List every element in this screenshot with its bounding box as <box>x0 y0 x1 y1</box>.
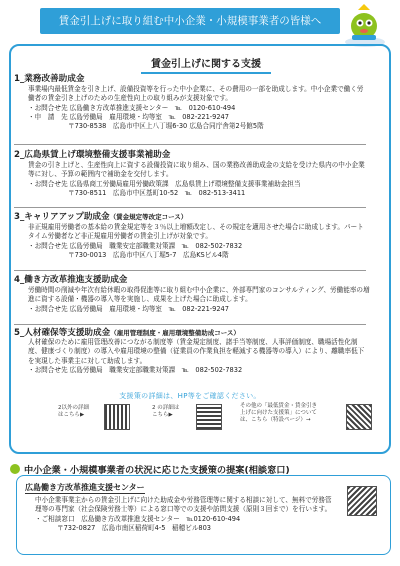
section-title-text: 3_キャリアアップ助成金 <box>14 212 110 222</box>
qr-code-2[interactable] <box>196 404 222 430</box>
center-name: 広島働き方改革推進支援センター <box>25 483 145 492</box>
section-business-improvement <box>14 72 370 131</box>
section-body <box>28 161 370 198</box>
section-work-style-reform <box>14 273 370 314</box>
qr-label: 2 の詳細は こちら▶ <box>152 405 180 418</box>
consultation-box <box>16 475 391 555</box>
qr-label: 2以外の詳細 はこちら▶ <box>58 405 89 418</box>
divider <box>14 207 366 208</box>
section-description: 人材確保のために雇用管理改善につながる制度等（賃金規定制度、諸手当等制度、人事評価制度、職場活性化制度、健康づくり制度）の導入や雇用環境の整備（従業員の作業負担を軽減する機器等の導入）により、離職率低下を実現した事業主に対して助成します。 <box>28 338 365 365</box>
section-hiroshima-subsidy <box>14 148 370 198</box>
section-title: 4_働き方改革推進支援助成金 <box>14 275 128 285</box>
page-title: 賃金引上げに関する支援 <box>141 55 271 74</box>
contact-line: ・お問合せ先 広島県商工労働局雇用労働政策課 広島県賃上げ環境整備支援事業補助金担当 <box>28 179 301 188</box>
divider <box>14 144 366 145</box>
section-title-text: 5_人材確保等支援助成金 <box>14 328 111 338</box>
divider <box>14 324 366 325</box>
header-banner: 賃金引上げに取り組む中小企業・小規模事業者の皆様へ <box>40 8 340 34</box>
qr-code-1[interactable] <box>104 404 130 430</box>
section-title: 1_業務改善助成金 <box>14 74 85 84</box>
section-body <box>28 223 370 260</box>
details-note: 支援策の詳細は、HP等をご確認ください。 <box>119 392 261 400</box>
qr-code-3[interactable] <box>346 404 372 430</box>
mascot-icon <box>340 4 390 48</box>
contact-line: ・お問合せ先 広島働き方改革推進支援センター ℡ 0120-610-494 <box>28 103 236 112</box>
qr-code-4[interactable] <box>347 486 377 516</box>
contact-line: ・お問合せ先 広島労働局 職業安定部職業対策課 ℡ 082-502-7832 <box>28 365 243 374</box>
contact-address: 〒730-8538 広島市中区上八丁堀6-30 広島合同庁舎第2号館5階 <box>68 122 264 131</box>
section-body <box>28 85 370 131</box>
section-title <box>14 210 370 222</box>
flower-icon <box>10 464 20 474</box>
contact-line: ・申 請 先 広島労働局 雇用環境・均等室 ℡ 082-221-9247 <box>28 112 229 121</box>
consultation-description: 中小企業事業主からの賃金引上げに向けた助成金や労務管理等に関する相談に対して、無料で労務管理等の専門家（社会保険労務士等）による窓口等での支援や訪問支援（原則３回まで）を行います。 <box>35 496 332 514</box>
section-body <box>28 338 370 375</box>
contact-line: ・ご相談窓口 広島働き方改革推進支援センター ℡0120-610-494 <box>35 514 241 523</box>
section-description: 賃金の引き上げと、生産性向上に資する設備投資に取り組み、国の業務改善助成金の支給を受けた県内の中小企業等に対し、予算の範囲内で補助金を交付します。 <box>28 161 365 179</box>
section-description: 労働時間の削減や年次有給休暇の取得促進等に取り組む中小企業に、外部専門家のコンサルティング、労働能率の増進に資する設備・機器の導入等を実施し、成果を上げた場合に助成します。 <box>28 286 370 304</box>
divider <box>14 270 366 271</box>
contact-line: ・お問合せ先 広島労働局 雇用環境・均等室 ℡ 082-221-9247 <box>28 304 229 313</box>
contact-address: 〒730-0013 広島市中区八丁堀5-7 広島KSビル4階 <box>68 250 229 259</box>
section-talent-body <box>14 337 370 375</box>
section-description: 事業場内最低賃金を引き上げ、設備投資等を行った中小企業に、その費用の一部を助成します。中小企業で働く労働者の賃金引き上げのための生産性向上の取り組みが支援対象です。 <box>28 85 364 103</box>
section-career-up <box>14 210 370 260</box>
section-description: 非正規雇用労働者の基本給の賃金規定等を３％以上増額改定し、その規定を適用させた場合に助成します。パートタイム労働者など非正規雇用労働者の賃金引上げが対象です。 <box>28 223 364 241</box>
contact-address: 〒730-8511 広島市中区基町10-52 ℡ 082-513-3411 <box>68 188 246 197</box>
consultation-title-text: 中小企業・小規模事業者の状況に応じた支援策の提案(相談窓口) <box>24 465 290 476</box>
section-subtitle: （雇用管理制度・雇用環境整備助成コース） <box>110 329 240 337</box>
consultation-body <box>35 496 335 533</box>
section-body <box>28 286 370 314</box>
qr-label: その他の「最低賃金・賃金引き 上げに向けた支援策」について は、こちら（特設ページ）→ <box>240 403 318 423</box>
section-title: 2_広島県賃上げ環境整備支援事業補助金 <box>14 150 171 160</box>
section-subtitle: （賃金規定等改定コース） <box>109 213 188 221</box>
contact-address: 〒732-0827 広島市南区稲荷町4-5 稲穂ビル803 <box>57 523 212 532</box>
consultation-title <box>10 462 395 476</box>
contact-line: ・お問合せ先 広島労働局 職業安定部職業対策課 ℡ 082-502-7832 <box>28 241 243 250</box>
